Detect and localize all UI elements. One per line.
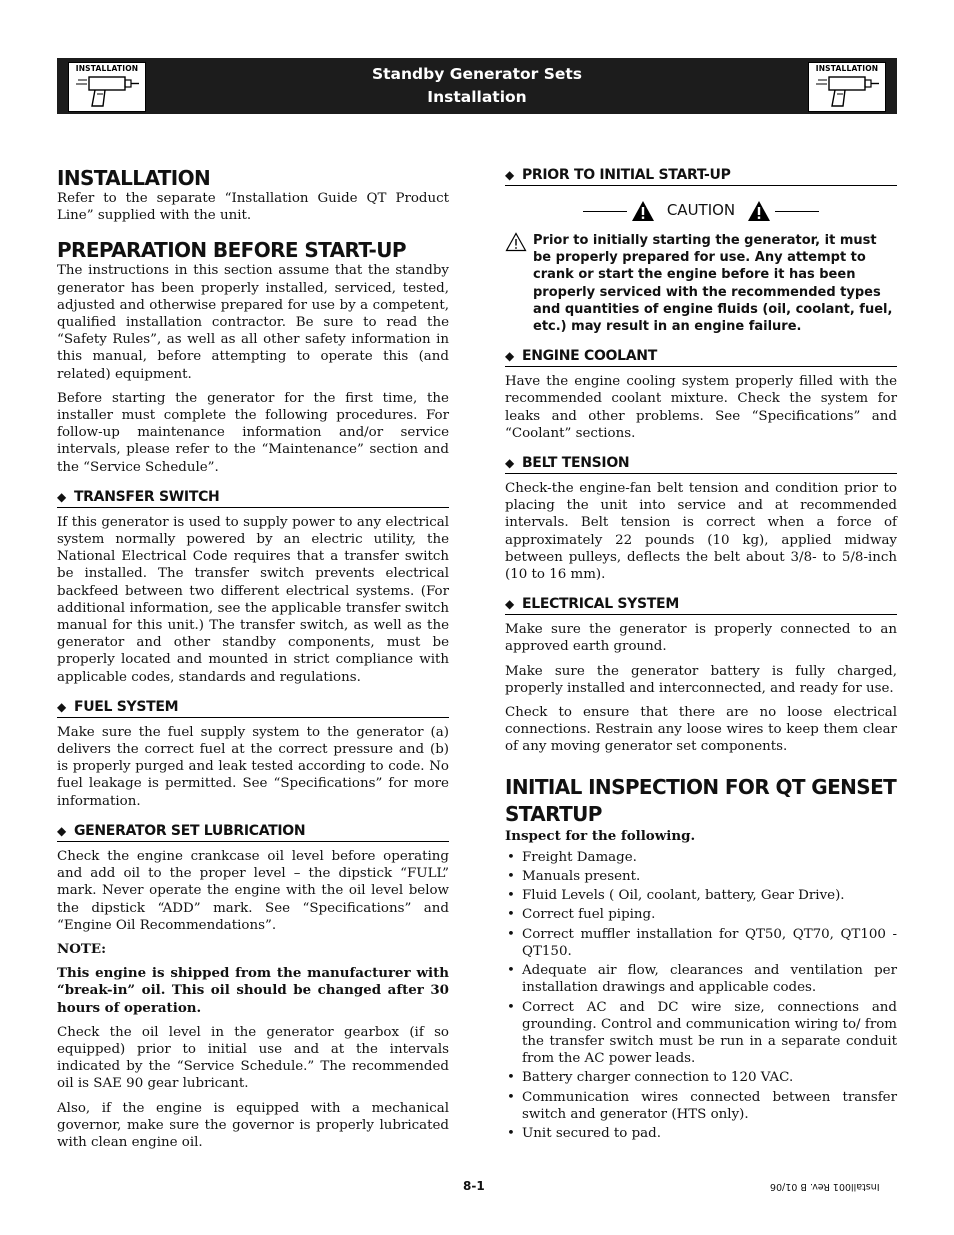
inspection-lead: Inspect for the following. — [505, 827, 696, 844]
lubrication-paragraph-1: Check the engine crankcase oil level before operating and add oil to the proper level – the dipstick “FULL” mark. Never operate the engine with the oil level below the dipstick “ADD” mark. See “Specifications” and “Engine Oil Recommendations”. — [57, 848, 449, 933]
transfer-switch-text: If this generator is used to supply power to any electrical system normally powered by an electric utility, the National Electrical Code requires that a transfer switch be installed. The transfer switch prevents electrical backfeed between two different electrical systems. (For additional information, see the applicable transfer switch manual for this unit.) The transfer switch, as well as the generator and other standby components, must be properly located and mounted in strict compliance with applicable codes, standards and regulations. — [57, 514, 449, 685]
preparation-paragraph-2: Before starting the generator for the first time, the installer must complete the following procedures. For follow-up maintenance information and/or service intervals, please refer to the “Maintenance” section and the “Service Schedule”. — [57, 390, 449, 475]
lubrication-paragraph-3: Also, if the engine is equipped with a mechanical governor, make sure the governor is properly lubricated with clean engine oil. — [57, 1100, 449, 1150]
belt-tension-text: Check-the engine-fan belt tension and condition prior to placing the unit into service and at recommended intervals. Belt tension is correct when a force of approximately 22 pounds (10 kg), applied midway between pulleys, deflects the belt about 3/8- to 5/8-inch (10 to 16 mm). — [505, 481, 897, 583]
list-item: • Correct AC and DC wire size, connections and grounding. Control and communication wiring to/ from the transfer switch must be run in a separate conduit from the AC power leads. — [505, 999, 897, 1068]
warning-triangle-icon — [747, 200, 771, 222]
list-item: • Adequate air flow, clearances and ventilation per installation drawings and applicable codes. — [505, 962, 897, 996]
inspection-list — [505, 849, 897, 1142]
diamond-bullet-icon: ◆ — [57, 489, 66, 504]
installation-heading: INSTALLATION — [57, 166, 211, 190]
fuel-system-heading: ◆ FUEL SYSTEM — [57, 698, 449, 718]
list-item: • Battery charger connection to 120 VAC. — [505, 1069, 897, 1086]
diamond-bullet-icon: ◆ — [505, 456, 514, 471]
lubrication-heading: ◆ GENERATOR SET LUBRICATION — [57, 822, 449, 842]
electrical-system-heading: ◆ ELECTRICAL SYSTEM — [505, 595, 897, 615]
badge-label: INSTALLATION — [815, 64, 879, 73]
belt-tension-heading: ◆ BELT TENSION — [505, 454, 897, 474]
diamond-bullet-icon: ◆ — [57, 699, 66, 714]
document-id: Install001 Rev. B 01/06 — [770, 1181, 880, 1192]
caution-message — [505, 232, 897, 335]
warning-triangle-icon — [631, 200, 655, 222]
initial-inspection-heading: INITIAL INSPECTION FOR QT GENSET STARTUP — [505, 774, 897, 826]
right-column — [505, 166, 897, 1144]
prior-startup-heading: ◆ PRIOR TO INITIAL START-UP — [505, 166, 897, 186]
page-number: 8-1 — [463, 1179, 485, 1193]
electrical-paragraph-1: Make sure the generator is properly connected to an approved earth ground. — [505, 622, 897, 655]
list-item: • Unit secured to pad. — [505, 1125, 897, 1142]
engine-coolant-heading: ◆ ENGINE COOLANT — [505, 347, 897, 367]
list-item: • Manuals present. — [505, 868, 897, 885]
preparation-paragraph-1: The instructions in this section assume that the standby generator has been properly installed, serviced, tested, adjusted and otherwise prepared for use by a competent, qualified installation contractor. Be sure to read the “Safety Rules”, as well as all other safety information in this manual, before attempting to operate this (and related) equipment. — [57, 263, 449, 382]
warning-outline-icon — [505, 232, 527, 252]
page-header — [57, 58, 897, 114]
diamond-bullet-icon: ◆ — [505, 597, 514, 612]
diamond-bullet-icon: ◆ — [505, 349, 514, 364]
diamond-bullet-icon: ◆ — [505, 168, 514, 182]
drill-icon — [813, 74, 881, 108]
engine-coolant-text: Have the engine cooling system properly filled with the recommended coolant mixture. Check the system for leaks and other problems. See “Specifications” and “Coolant” sections. — [505, 374, 897, 441]
list-item: • Communication wires connected between transfer switch and generator (HTS only). — [505, 1089, 897, 1123]
note-text: This engine is shipped from the manufacturer with “break-in” oil. This oil should be changed after 30 hours of operation. — [57, 965, 449, 1016]
caution-banner — [505, 198, 897, 224]
caution-text: Prior to initially starting the generator, it must be properly prepared for use. Any attempt to crank or start the engine before it has been properly serviced with the recommended types and quantities of engine fluids (oil, coolant, fuel, etc.) may result in an engine failure. — [533, 233, 893, 335]
caution-label: CAUTION — [666, 201, 736, 220]
badge-label: INSTALLATION — [75, 64, 139, 73]
transfer-switch-heading: ◆ TRANSFER SWITCH — [57, 488, 449, 508]
installation-badge-right — [808, 62, 886, 112]
list-item: • Correct muffler installation for QT50, QT70, QT100 - QT150. — [505, 926, 897, 960]
diamond-bullet-icon: ◆ — [57, 823, 66, 838]
lubrication-paragraph-2: Check the oil level in the generator gearbox (if so equipped) prior to initial use and at the intervals indicated by the “Service Schedule.” The recommended oil is SAE 90 gear lubricant. — [57, 1024, 449, 1092]
installation-text: Refer to the separate “Installation Guide QT Product Line” supplied with the unit. — [57, 191, 449, 224]
electrical-paragraph-2: Make sure the generator battery is fully charged, properly installed and interconnected, and ready for use. — [505, 663, 897, 696]
list-item: • Correct fuel piping. — [505, 906, 897, 923]
note-label: NOTE: — [57, 940, 107, 957]
list-item: • Fluid Levels ( Oil, coolant, battery, Gear Drive). — [505, 887, 897, 904]
left-column — [57, 166, 449, 1158]
fuel-system-text: Make sure the fuel supply system to the generator (a) delivers the correct fuel at the correct pressure and (b) is properly purged and leak tested according to code. No fuel leakage is permitted. See “Specifications” for more information. — [57, 724, 449, 809]
electrical-paragraph-3: Check to ensure that there are no loose electrical connections. Restrain any loose wires to keep them clear of any moving generator set components. — [505, 705, 897, 755]
header-title — [57, 63, 897, 109]
header-title-line2: Installation — [427, 88, 527, 106]
preparation-heading: PREPARATION BEFORE START-UP — [57, 238, 406, 263]
header-title-line1: Standby Generator Sets — [371, 65, 583, 83]
list-item: • Freight Damage. — [505, 849, 897, 866]
